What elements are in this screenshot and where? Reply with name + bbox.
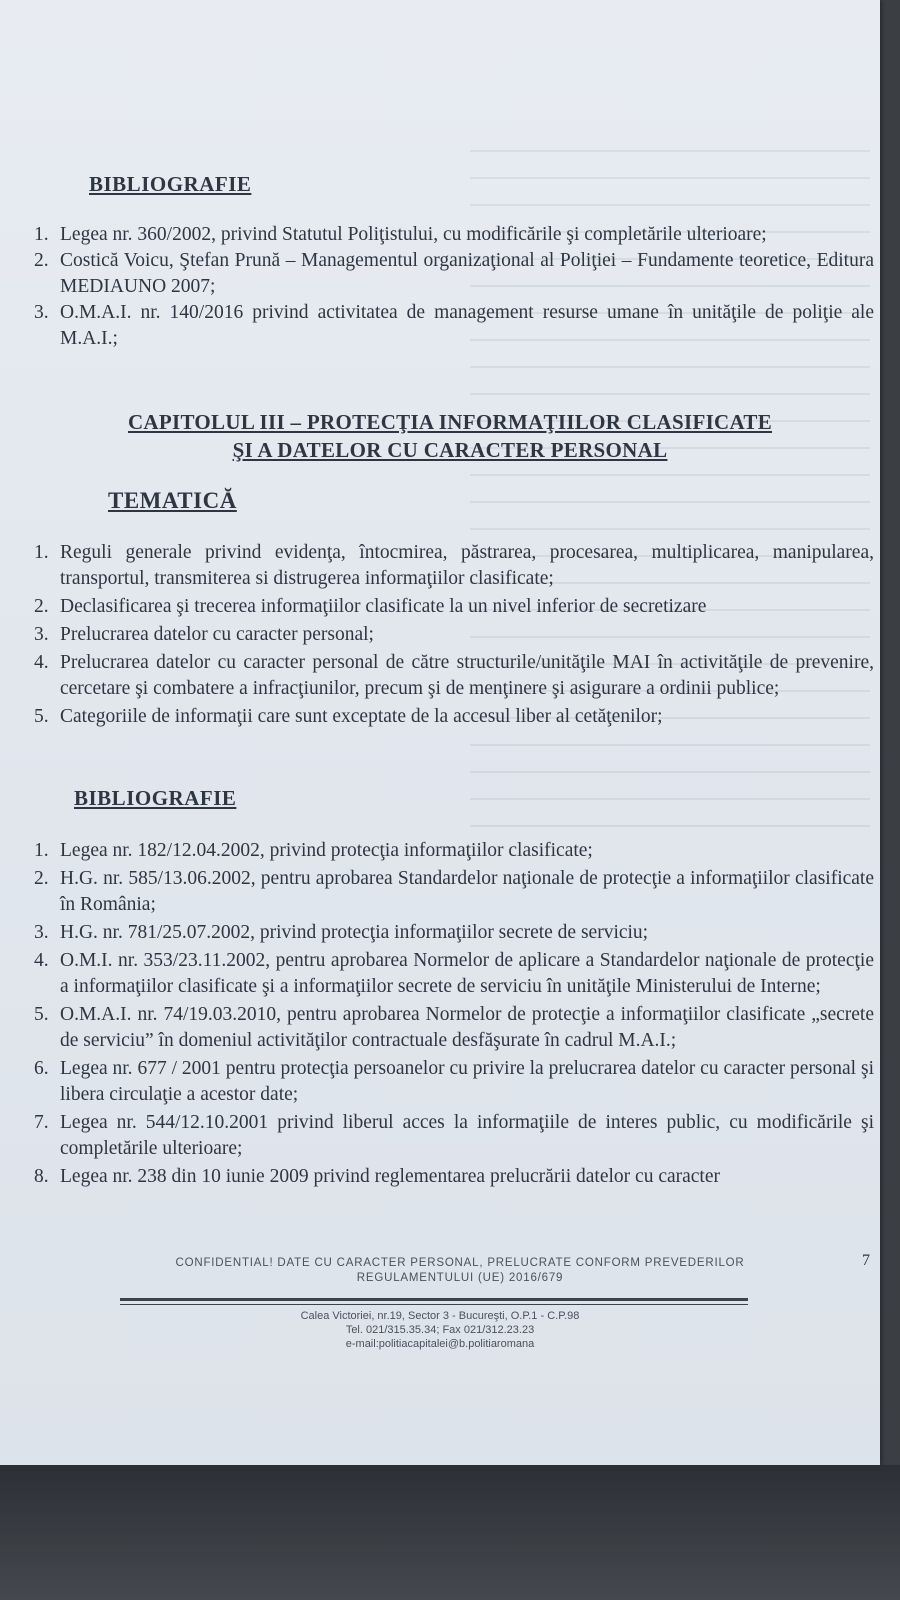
list-item — [34, 540, 874, 592]
item-text: Legea nr. 360/2002, privind Statutul Poliţistului, cu modificările şi completările ulterioare; — [60, 224, 767, 245]
item-number: 1. — [34, 840, 49, 861]
item-text: O.M.I. nr. 353/23.11.2002, pentru aprobarea Normelor de aplicare a Standardelor naţionale de protecţie a informaţiilor clasificate şi a informaţiilor secrete de serviciu în unităţile Ministerului de Interne; — [60, 950, 874, 997]
footer-divider — [120, 1298, 748, 1301]
bibliography-list — [34, 838, 874, 1190]
item-number: 1. — [34, 224, 49, 245]
item-number: 3. — [34, 302, 49, 323]
item-text: Costică Voicu, Ştefan Prună – Managementul organizaţional al Poliţiei – Fundamente teoretice, Editura MEDIAUNO 2007; — [60, 250, 874, 297]
chapter-title — [70, 408, 830, 464]
item-text: Prelucrarea datelor cu caracter personal; — [60, 624, 374, 645]
tematica-heading: TEMATICĂ — [108, 488, 237, 513]
item-number: 4. — [34, 950, 49, 971]
list-item — [34, 300, 874, 352]
item-number: 2. — [34, 250, 49, 271]
list-item — [34, 594, 874, 620]
list-item — [34, 866, 874, 918]
footer-divider — [120, 1304, 748, 1305]
item-text: Declasificarea şi trecerea informaţiilor clasificate la un nivel inferior de secretizare — [60, 596, 707, 617]
confidentiality-line: CONFIDENTIAL! DATE CU CARACTER PERSONAL, PRELUCRATE CONFORM PREVEDERILOR — [175, 1257, 745, 1269]
list-item — [34, 248, 874, 300]
email-line: e-mail:politiacapitalei@b.politiaromana — [345, 1338, 535, 1350]
item-number: 8. — [34, 1166, 49, 1187]
list-item — [34, 222, 874, 248]
item-text: Prelucrarea datelor cu caracter personal de către structurile/unităţile MAI în activităţile de prevenire, cercetare şi combatere a infracţiunilor, precum şi de menţinere şi asigurare a ordinii publice; — [60, 652, 874, 699]
item-text: O.M.A.I. nr. 74/19.03.2010, pentru aprobarea Normelor de protecţie a informaţiilor clasificate „secrete de serviciu” în domeniul activităţilor contractuale desfăşurate în cadrul M.A.I.; — [60, 1004, 874, 1051]
tematica-list — [34, 540, 874, 730]
phone-line: Tel. 021/315.35.34; Fax 021/312.23.23 — [345, 1324, 535, 1336]
chapter-title-line: CAPITOLUL III – PROTECŢIA INFORMAŢIILOR CLASIFICATE — [127, 410, 773, 434]
list-item — [34, 650, 874, 702]
item-text: H.G. nr. 585/13.06.2002, pentru aprobarea Standardelor naţionale de protecţie a informaţiilor clasificate în România; — [60, 868, 874, 915]
item-number: 3. — [34, 624, 49, 645]
list-item — [34, 704, 874, 730]
item-number: 6. — [34, 1058, 49, 1079]
item-number: 7. — [34, 1112, 49, 1133]
list-item — [34, 838, 874, 864]
item-text: Legea nr. 677 / 2001 pentru protecţia persoanelor cu privire la prelucrarea datelor cu caracter personal şi libera circulaţie a acestor date; — [60, 1058, 874, 1105]
contact-block — [240, 1309, 640, 1351]
item-number: 2. — [34, 868, 49, 889]
list-item — [34, 948, 874, 1000]
bibliography-list — [34, 222, 874, 352]
chapter-title-line: ŞI A DATELOR CU CARACTER PERSONAL — [232, 438, 668, 462]
item-text: Reguli generale privind evidenţa, întocmirea, păstrarea, procesarea, multiplicarea, manipularea, transportul, transmiterea si distrugerea informaţiilor clasificate; — [60, 542, 874, 589]
item-text: H.G. nr. 781/25.07.2002, privind protecţia informaţiilor secrete de serviciu; — [60, 922, 649, 943]
item-number: 5. — [34, 1004, 49, 1025]
desk-background — [0, 1465, 900, 1600]
address-line: Calea Victoriei, nr.19, Sector 3 - Bucureşti, O.P.1 - C.P.98 — [300, 1310, 580, 1322]
list-item — [34, 622, 874, 648]
item-text: O.M.A.I. nr. 140/2016 privind activitatea de management resurse umane în unităţile de poliţie ale M.A.I.; — [60, 302, 874, 349]
list-item — [34, 1002, 874, 1054]
item-text: Categoriile de informaţii care sunt exceptate de la accesul liber al cetăţenilor; — [60, 706, 663, 727]
item-number: 1. — [34, 542, 49, 563]
item-number: 5. — [34, 706, 49, 727]
item-number: 4. — [34, 652, 49, 673]
list-item — [34, 1056, 874, 1108]
item-number: 2. — [34, 596, 49, 617]
item-text: Legea nr. 544/12.10.2001 privind liberul acces la informaţiile de interes public, cu modificările şi completările ulterioare; — [60, 1112, 874, 1159]
confidentiality-line: REGULAMENTULUI (UE) 2016/679 — [356, 1272, 564, 1284]
item-text: Legea nr. 238 din 10 iunie 2009 privind reglementarea prelucrării datelor cu caracter — [60, 1166, 721, 1187]
list-item — [34, 1110, 874, 1162]
list-item — [34, 920, 874, 946]
list-item — [34, 1164, 874, 1190]
confidentiality-notice — [140, 1256, 780, 1286]
bibliography-heading: BIBLIOGRAFIE — [74, 786, 237, 810]
item-number: 3. — [34, 922, 49, 943]
bibliography-heading: BIBLIOGRAFIE — [89, 172, 252, 196]
page-number: 7 — [862, 1252, 870, 1269]
item-text: Legea nr. 182/12.04.2002, privind protecţia informaţiilor clasificate; — [60, 840, 593, 861]
